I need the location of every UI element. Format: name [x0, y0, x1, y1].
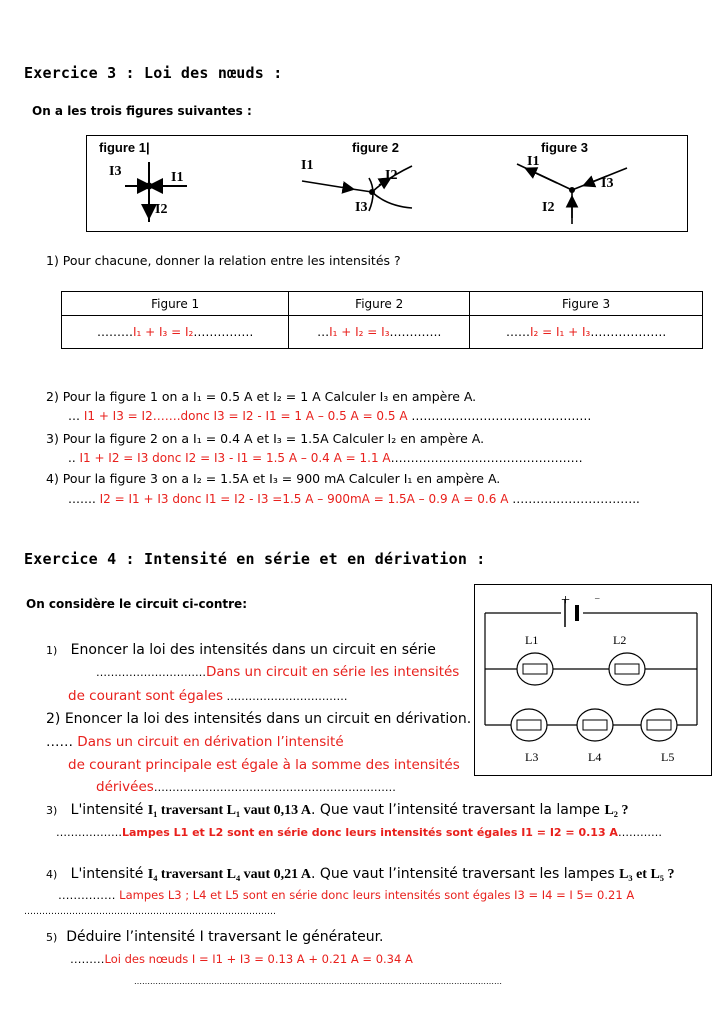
table-header-figure-3: Figure 3	[470, 292, 703, 316]
exercise-4-intro: On considère le circuit ci-contre:	[26, 597, 247, 611]
lamp-l1-icon	[517, 653, 553, 685]
lamp-l5-icon	[641, 709, 677, 741]
ex4-answer-2-line-2: de courant principale est égale à la somme des intensités	[68, 757, 460, 773]
ex3-question-2: 2) Pour la figure 1 on a I₁ = 0.5 A et I₂ = 1 A Calculer I₃ en ampère A.	[46, 389, 477, 404]
lamp-label-l4: L4	[588, 750, 602, 764]
table-answer-figure-2: …I₁ + I₂ = I₃………….	[289, 316, 470, 349]
ex4-answer-1-line-1: …………………………Dans un circuit en série les intensités	[96, 664, 460, 680]
lamp-l2-icon	[609, 653, 645, 685]
ex4-answer-2-line-3: dérivées…………………………………………………………	[96, 779, 396, 795]
ex4-question-3: 3) L'intensité I₁ traversant L₁ vaut 0,13 A. Que vaut l’intensité traversant la lampe L₂ ?	[46, 802, 629, 818]
figure-1-current-i3: I3	[109, 164, 122, 179]
lamp-label-l5: L5	[661, 750, 675, 764]
ex4-answer-3: ………………Lampes L1 et L2 sont en série donc leurs intensités sont égales I1 = I2 = 0.13 A…………	[56, 826, 662, 839]
figure-2-current-i2: I2	[385, 168, 398, 183]
figure-1-current-i1: I1	[171, 170, 184, 185]
table-answer-figure-3: ……I₂ = I₁ + I₃……………….	[470, 316, 703, 349]
exercise-4-title: Exercice 4 : Intensité en série et en dérivation :	[24, 550, 486, 568]
circuit-svg	[475, 585, 711, 775]
figure-2-label: figure 2	[352, 140, 399, 155]
exercise-3-title: Exercice 3 : Loi des nœuds :	[24, 64, 283, 82]
ex3-answer-3: .. I1 + I2 = I3 donc I2 = I3 - I1 = 1.5 A – 0.4 A = 1.1 A…………………………………………	[68, 451, 583, 465]
ex4-question-2: 2) Enoncer la loi des intensités dans un circuit en dérivation.	[46, 711, 472, 727]
ex3-question-4: 4) Pour la figure 3 on a I₂ = 1.5A et I₃ = 900 mA Calculer I₁ en ampère A.	[46, 471, 501, 486]
ex4-question-5: 5) Déduire l’intensité I traversant le générateur.	[46, 929, 384, 945]
ex4-answer-4: …………… Lampes L3 ; L4 et L5 sont en série donc leurs intensités sont égales I3 = I4 = I 5= 0.21 A	[58, 888, 635, 902]
ex4-question-1: 1) Enoncer la loi des intensités dans un circuit en série	[46, 642, 436, 658]
table-answer-figure-1: ………I₁ + I₃ = I₂……………	[62, 316, 289, 349]
ex4-answer-1-line-2: de courant sont égales ……………………………	[68, 688, 348, 704]
figure-3-current-i1: I1	[527, 154, 540, 169]
figure-2-current-i3: I3	[355, 200, 368, 215]
ex4-answer-4-dotted-line: …………………………………………………………………………	[24, 907, 276, 917]
figure-1-label: figure 1|	[99, 140, 150, 155]
figure-1-current-i2: I2	[155, 202, 168, 217]
ex3-question-3: 3) Pour la figure 2 on a I₁ = 0.4 A et I₃ = 1.5A Calculer I₂ en ampère A.	[46, 431, 485, 446]
lamp-l4-icon	[577, 709, 613, 741]
battery-plus-sign: +	[561, 592, 571, 609]
ex4-answer-5: ………Loi des nœuds I = I1 + I3 = 0.13 A + 0.21 A = 0.34 A	[70, 952, 413, 966]
table-header-figure-2: Figure 2	[289, 292, 470, 316]
lamp-label-l2: L2	[613, 633, 627, 647]
figure-3-current-i3: I3	[601, 176, 614, 191]
relations-table	[61, 291, 703, 349]
ex3-answer-4: ……. I2 = I1 + I3 donc I1 = I2 - I3 =1.5 A – 900mA = 1.5A – 0.9 A = 0.6 A …………………………..	[68, 492, 640, 506]
ex4-answer-2-line-1: …… Dans un circuit en dérivation l’intensité	[46, 734, 344, 750]
figure-2-current-i1: I1	[301, 158, 314, 173]
lamp-label-l1: L1	[525, 633, 539, 647]
lamp-label-l3: L3	[525, 750, 539, 764]
circuit-diagram	[474, 584, 712, 776]
ex3-question-1: 1) Pour chacune, donner la relation entre les intensités ?	[46, 253, 401, 268]
figure-3-diagram	[517, 164, 627, 224]
figure-3-label: figure 3	[541, 140, 588, 155]
ex3-answer-2: … I1 + I3 = I2…….donc I3 = I2 - I1 = 1 A – 0.5 A = 0.5 A ………………………………………	[68, 409, 592, 423]
ex4-question-4: 4) L'intensité I₄ traversant L₄ vaut 0,21 A. Que vaut l’intensité traversant les lampes L₃ et L₅ ?	[46, 866, 675, 882]
battery-minus-sign: –	[595, 593, 600, 603]
ex4-answer-5-dotted-line: …………………………………………………………………………………………………………………………	[134, 977, 502, 986]
exercise-3-intro: On a les trois figures suivantes :	[32, 104, 252, 118]
lamp-l3-icon	[511, 709, 547, 741]
figure-3-current-i2: I2	[542, 200, 555, 215]
figures-box	[86, 135, 688, 232]
table-header-figure-1: Figure 1	[62, 292, 289, 316]
